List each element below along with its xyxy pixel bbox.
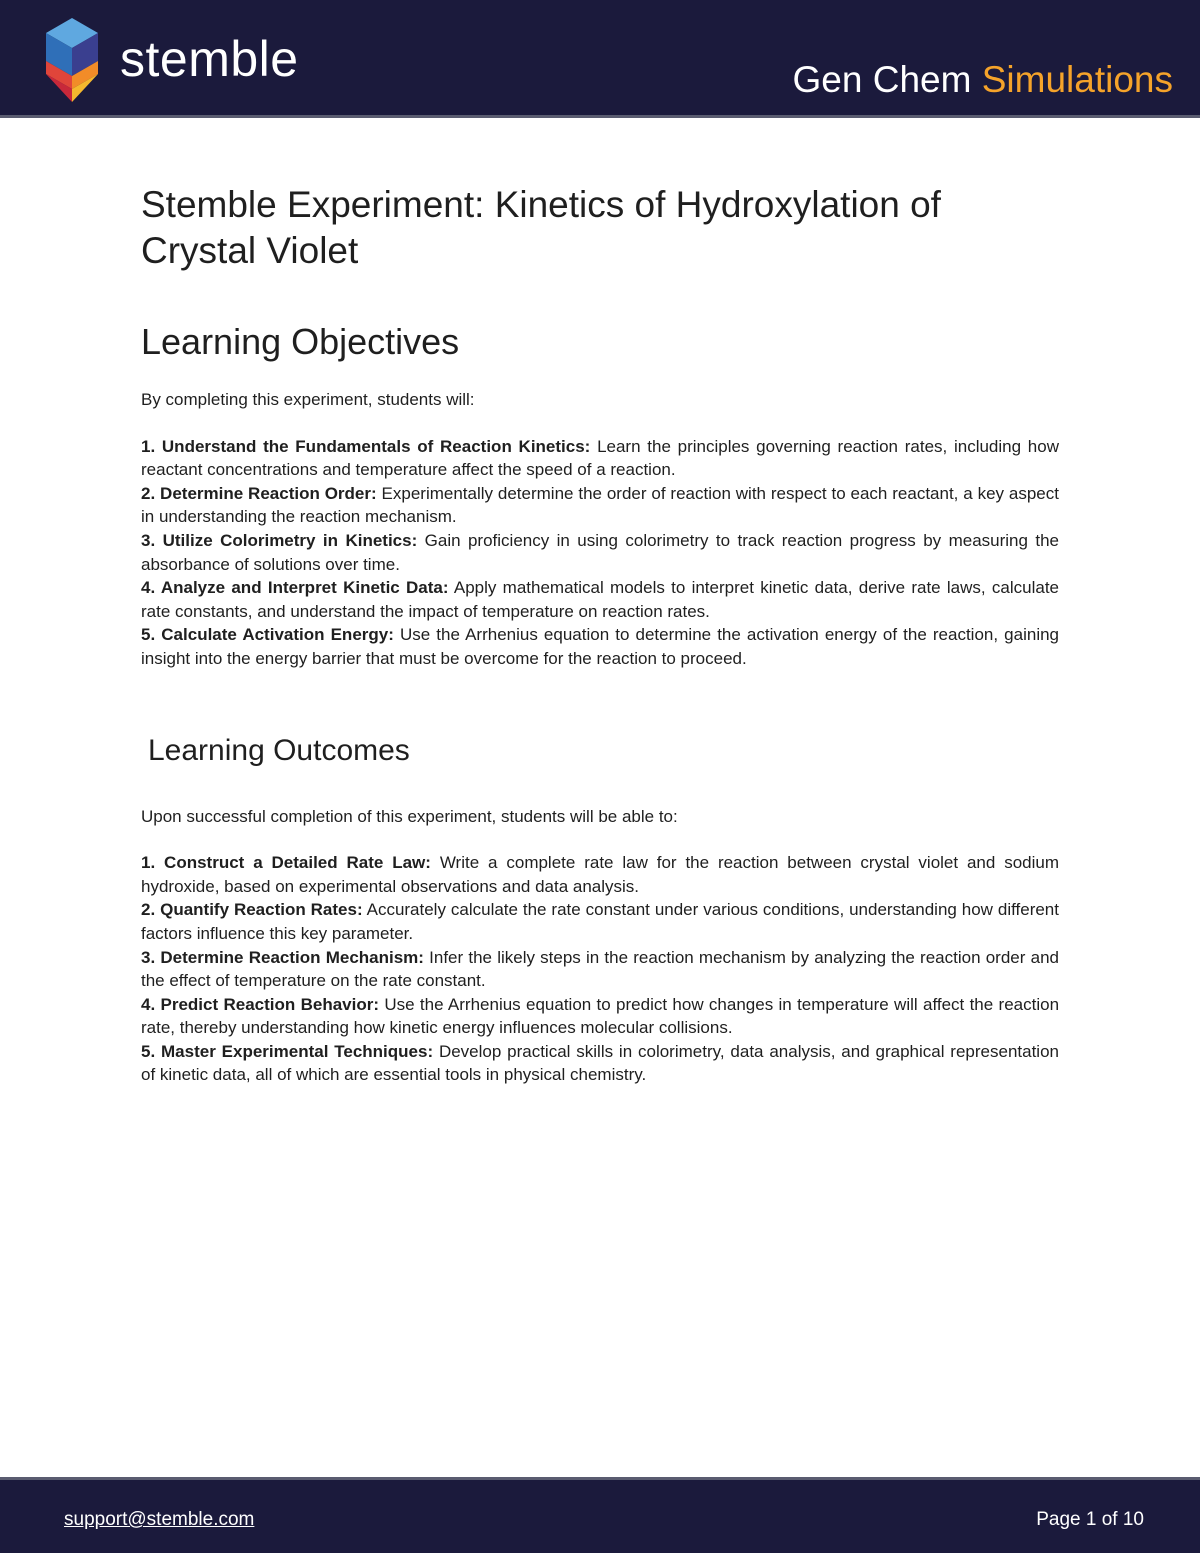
item-text: Experimentally determine the order of reaction with respect to each reactant, a key aspect in understanding the reaction mechanism. (141, 483, 1059, 527)
item-lead: 3. Determine Reaction Mechanism: (141, 947, 424, 967)
item-text: Apply mathematical models to interpret kinetic data, derive rate laws, calculate rate constants, and understand the impact of temperature on reaction rates. (141, 578, 1059, 621)
item-text: Use the Arrhenius equation to determine the activation energy of the reaction, gaining insight into the energy barrier that must be overcome for the reaction to proceed. (141, 625, 1060, 668)
outcomes-intro: Upon successful completion of this experiment, students will be able to: (141, 806, 678, 826)
item-text: Accurately calculate the rate constant under various conditions, understanding how different factors influence this key parameter. (141, 900, 1059, 943)
item-lead: 5. Calculate Activation Energy: (141, 625, 394, 645)
outcomes-list (141, 851, 1059, 1087)
page-footer (0, 1477, 1200, 1553)
brand-name: stemble (120, 31, 299, 87)
objectives-intro: By completing this experiment, students will: (141, 390, 475, 409)
outcome-item (141, 1040, 1059, 1087)
product-main: Gen Chem (792, 59, 982, 100)
document-body (141, 182, 1059, 1087)
stemble-logo-icon (40, 16, 104, 104)
item-text: Infer the likely steps in the reaction mechanism by analyzing the reaction order and the effect of temperature on the rate constant. (141, 947, 1059, 991)
objective-item (141, 623, 1059, 670)
objectives-heading: Learning Objectives (141, 321, 460, 362)
item-text: Use the Arrhenius equation to predict how changes in temperature will affect the reaction rate, thereby understanding how kinetic energy influences molecular collisions. (141, 994, 1060, 1038)
support-email-link[interactable]: support@stemble.com (64, 1509, 255, 1530)
objective-item (141, 435, 1059, 482)
product-name (793, 58, 1173, 102)
item-lead: 1. Understand the Fundamentals of Reaction Kinetics: (141, 436, 591, 456)
item-text: Develop practical skills in colorimetry, data analysis, and graphical representation of kinetic data, all of which are essential tools in physical chemistry. (141, 1041, 1059, 1085)
product-accent: Simulations (981, 59, 1173, 100)
objectives-list (141, 435, 1059, 671)
item-lead: 1. Construct a Detailed Rate Law: (141, 853, 431, 873)
outcome-item (141, 993, 1059, 1040)
item-text: Gain proficiency in using colorimetry to track reaction progress by measuring the absorbance of solutions over time. (141, 530, 1060, 574)
page-title: Stemble Experiment: Kinetics of Hydroxylation of Crystal Violet (141, 184, 941, 271)
item-lead: 5. Master Experimental Techniques: (141, 1041, 434, 1061)
objective-item (141, 482, 1059, 529)
item-lead: 4. Analyze and Interpret Kinetic Data: (141, 578, 449, 598)
outcome-item (141, 898, 1059, 945)
item-lead: 4. Predict Reaction Behavior: (141, 994, 380, 1014)
objective-item (141, 529, 1059, 576)
item-text: Write a complete rate law for the reaction between crystal violet and sodium hydroxide, based on experimental observations and data analysis. (141, 853, 1059, 896)
outcome-item (141, 851, 1059, 898)
objective-item (141, 576, 1059, 623)
page-number: Page 1 of 10 (1036, 1509, 1144, 1530)
item-lead: 3. Utilize Colorimetry in Kinetics: (141, 530, 418, 550)
page-header (0, 0, 1200, 118)
outcome-item (141, 946, 1059, 993)
item-text: Learn the principles governing reaction rates, including how reactant concentrations and temperature affect the speed of a reaction. (141, 436, 1059, 480)
item-lead: 2. Quantify Reaction Rates: (141, 900, 363, 920)
item-lead: 2. Determine Reaction Order: (141, 483, 377, 503)
outcomes-heading: Learning Outcomes (148, 733, 410, 767)
